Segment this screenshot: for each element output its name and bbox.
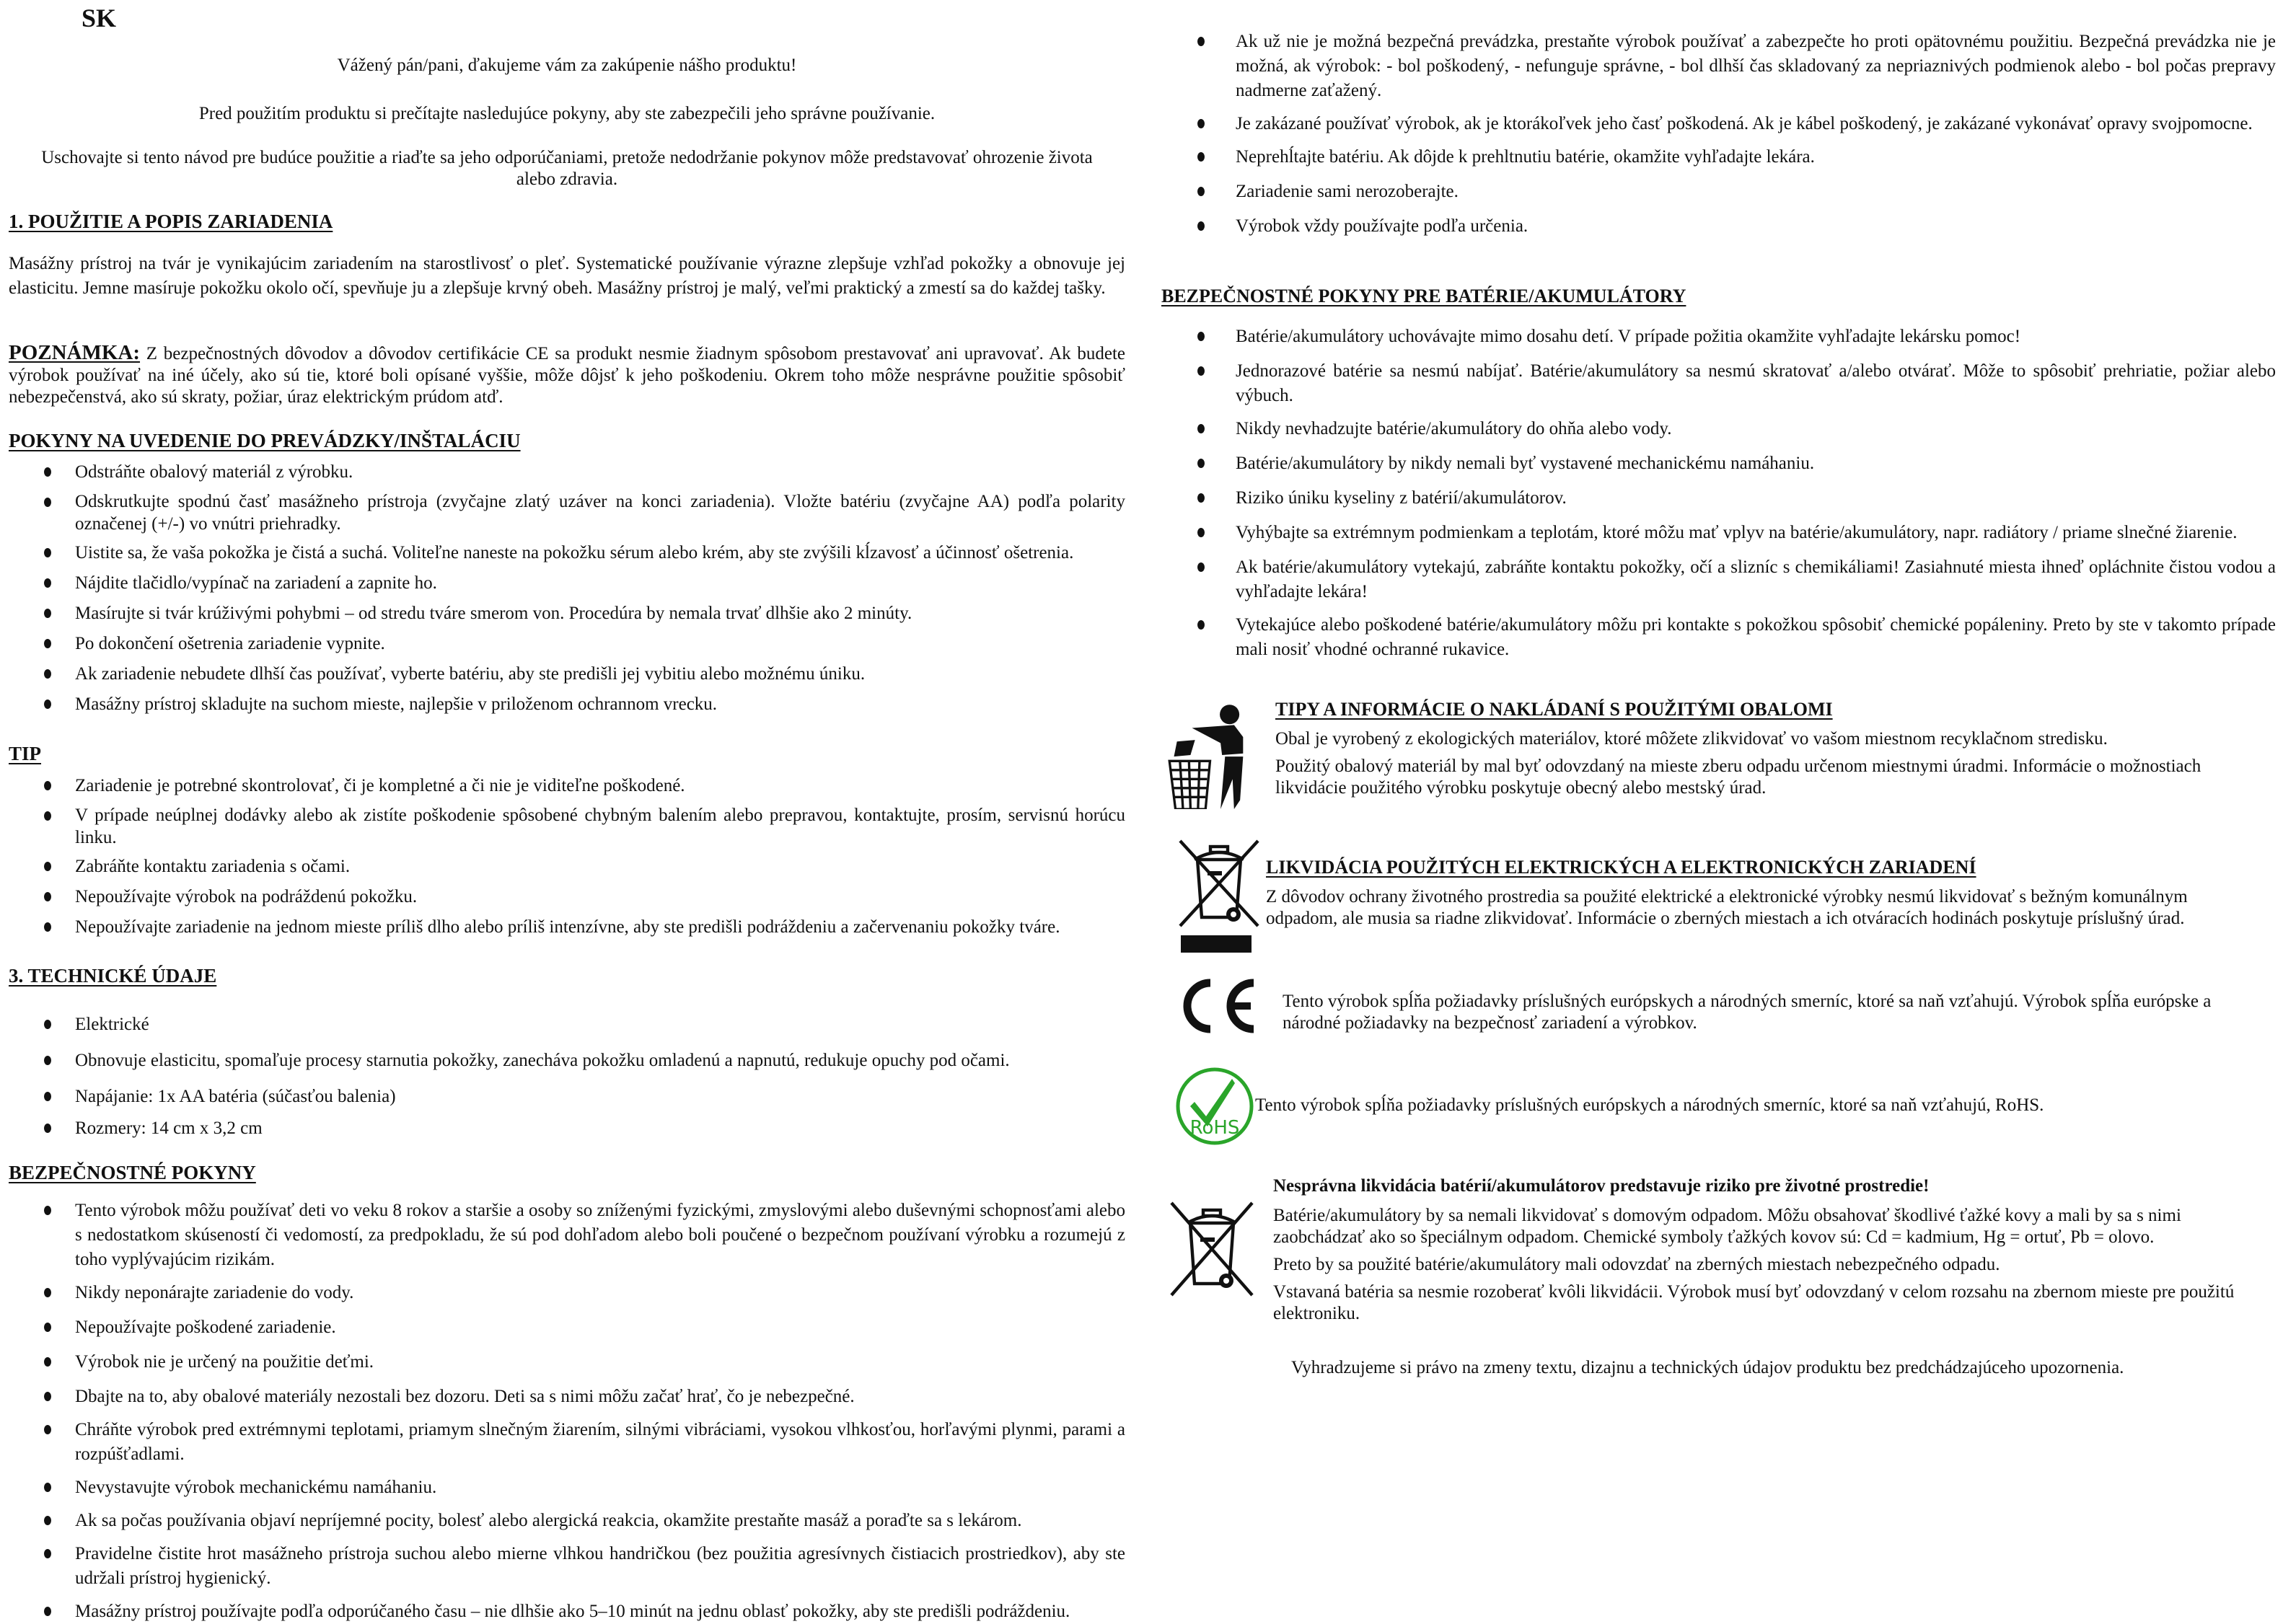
list-item: Nájdite tlačidlo/vypínač na zariadení a zapnite ho.: [0, 571, 1125, 596]
list-item: Vytekajúce alebo poškodené batérie/akumulátory môžu pri kontakte s pokožkou spôsobiť chemické popáleniny. Preto by ste v takomto prípade mali nosiť vhodné ochranné rukavice.: [1161, 613, 2276, 662]
section-title-safety: BEZPEČNOSTNÉ POKYNY: [9, 1162, 256, 1183]
weee-bar-icon: [1181, 935, 1252, 953]
note-text: Z bezpečnostných dôvodov a dôvodov certifikácie CE sa produkt nesmie žiadnym spôsobom prestavovať ani upravovať. Ak budete výrobok používať na iné účely, ako sú tie, ktoré boli opísané vyššie, môže dôjsť k jeho poškodeniu. Okrem toho môže nesprávne použitie spôsobiť nebezpečenstvá, ako sú skraty, požiar, úraz elektrickým prúdom atď.: [9, 344, 1125, 407]
safety-list-continued: [1161, 30, 2276, 239]
installation-list: [0, 460, 1125, 717]
list-item: Jednorazové batérie sa nesmú nabíjať. Batérie/akumulátory sa nesmú skratovať a/alebo otvárať. Môže to spôsobiť prehriatie, požiar alebo výbuch.: [1161, 359, 2276, 408]
list-item: Riziko úniku kyseliny z batérií/akumulátorov.: [1161, 486, 2276, 511]
list-item: Uistite sa, že vaša pokožka je čistá a suchá. Voliteľne naneste na pokožku sérum alebo krém, aby ste zvýšili kĺzavosť a účinnosť ošetrenia.: [0, 541, 1125, 565]
crossed-bin-icon: [1169, 1197, 1255, 1298]
battery-disposal-line: Vstavaná batéria sa nesmie rozoberať kvôli likvidácii. Výrobok musí byť odovzdaný v celom rozsahu na zbernom mieste pre použitú elektroniku.: [1273, 1282, 2235, 1323]
list-item: Masírujte si tvár krúživými pohybmi – od stredu tváre smerom von. Procedúra by nemala trvať dlhšie ako 2 minúty.: [0, 601, 1125, 626]
list-item: Ak zariadenie nebudete dlhší čas používať, vyberte batériu, aby ste predišli jej vybitiu alebo možnému úniku.: [0, 662, 1125, 687]
list-item: Ak už nie je možná bezpečná prevádzka, prestaňte výrobok používať a zabezpečte ho proti opätovnému použitiu. Bezpečná prevádzka nie je možná, ak výrobok: - bol poškodený, - nefunguje správne, - bol dlhší čas skladovaný za nepriaznivých podmienok alebo - bol počas prepravy nadmerne zaťažený.: [1161, 30, 2276, 103]
disclaimer: Vyhradzujeme si právo na zmeny textu, dizajnu a technických údajov produktu bez predchádzajúceho upozornenia.: [1291, 1358, 2124, 1377]
battery-disposal-line: Preto by sa použité batérie/akumulátory mali odovzdať na zberných miestach nebezpečného odpadu.: [1273, 1255, 2000, 1274]
usage-description: Masážny prístroj na tvár je vynikajúcim zariadením na starostlivosť o pleť. Systematické používanie výrazne zlepšuje vzhľad pokožky a obnovuje jej elasticitu. Jemne masíruje pokožku okolo očí, spevňuje ju a zlepšuje krvný obeh. Masážny prístroj je malý, veľmi praktický a zmestí sa do každej tašky.: [9, 254, 1125, 298]
list-item: Vyhýbajte sa extrémnym podmienkam a teplotám, ktoré môžu mať vplyv na batérie/akumulátory, napr. radiátory / priame slnečné žiarenie.: [1161, 521, 2276, 545]
list-item: Elektrické: [0, 1012, 1125, 1037]
list-item: Tento výrobok môžu používať deti vo veku 8 rokov a staršie a osoby so zníženými fyzickými, zmyslovými alebo duševnými schopnosťami alebo s nedostatkom skúseností či vedomostí, za predpokladu, že sú pod dohľadom alebo boli poučené o bezpečnom používaní výrobku a rozumejú z toho vyplývajúcim rizikám.: [0, 1199, 1125, 1272]
section-title-weee: LIKVIDÁCIA POUŽITÝCH ELEKTRICKÝCH A ELEKTRONICKÝCH ZARIADENÍ: [1266, 857, 1976, 878]
list-item: Batérie/akumulátory by nikdy nemali byť vystavené mechanickému namáhaniu.: [1161, 451, 2276, 476]
list-item: Batérie/akumulátory uchovávajte mimo dosahu detí. V prípade požitia okamžite vyhľadajte lekársku pomoc!: [1161, 325, 2276, 349]
list-item: Nikdy nevhadzujte batérie/akumulátory do ohňa alebo vody.: [1161, 417, 2276, 441]
safety-list: [0, 1199, 1125, 1624]
list-item: Nepoužívajte zariadenie na jednom mieste príliš dlho alebo príliš intenzívne, aby ste predišli podráždeniu a začervenaniu pokožky tváre.: [0, 915, 1125, 940]
note-paragraph: [9, 342, 1125, 408]
tidy-man-icon: [1165, 701, 1255, 809]
list-item: Dbajte na to, aby obalové materiály nezostali bez dozoru. Deti sa s nimi môžu začať hrať, čo je nebezpečné.: [0, 1385, 1125, 1409]
list-item: Zabráňte kontaktu zariadenia s očami.: [0, 855, 1125, 879]
intro-keep-manual: Uschovajte si tento návod pre budúce použitie a riaďte sa jeho odporúčaniami, pretože nedodržanie pokynov môže predstavovať ohrozenie života alebo zdravia.: [41, 148, 1093, 189]
list-item: Je zakázané používať výrobok, ak je ktorákoľvek jeho časť poškodená. Ak je kábel poškodený, je zakázané vykonávať opravy svojpomocne.: [1161, 112, 2276, 136]
list-item: Pravidelne čistite hrot masážneho prístroja suchou alebo mierne vlhkou handričkou (bez použitia agresívnych čistiacich prostriedkov), aby ste udržali prístroj hygienický.: [0, 1542, 1125, 1591]
crossed-bin-icon: [1176, 837, 1262, 929]
list-item: Odskrutkujte spodnú časť masážneho prístroja (zvyčajne zlatý uzáver na konci zariadenia). Vložte batériu (zvyčajne AA) podľa polarity označenej (+/-) vo vnútri priehradky.: [0, 490, 1125, 535]
packaging-line: Obal je vyrobený z ekologických materiálov, ktoré môžete zlikvidovať vo vašom miestnom recyklačnom stredisku.: [1275, 729, 2108, 749]
list-item: Nepoužívajte poškodené zariadenie.: [0, 1315, 1125, 1340]
rohs-logo-text: RoHS: [1189, 1117, 1240, 1139]
battery-safety-list: [1161, 325, 2276, 662]
list-item: Zariadenie je potrebné skontrolovať, či je kompletné a či nie je viditeľne poškodené.: [0, 774, 1125, 798]
ce-text: Tento výrobok spĺňa požiadavky príslušných európskych a národných smerníc, ktoré sa naň vzťahujú. Výrobok spĺňa európske a národné požiadavky na bezpečnosť zariadení a výrobkov.: [1283, 992, 2212, 1033]
list-item: Masážny prístroj používajte podľa odporúčaného času – nie dlhšie ako 5–10 minút na jednu oblasť pokožky, aby ste predišli podráždeniu.: [0, 1599, 1125, 1624]
list-item: Výrobok vždy používajte podľa určenia.: [1161, 214, 2276, 239]
section-title-packaging: TIPY A INFORMÁCIE O NAKLÁDANÍ S POUŽITÝMI OBALOMI: [1275, 699, 1833, 720]
list-item: Nevystavujte výrobok mechanickému namáhaniu.: [0, 1475, 1125, 1500]
section-title-installation: POKYNY NA UVEDENIE DO PREVÁDZKY/INŠTALÁCIU: [9, 430, 521, 451]
technical-list: [0, 1012, 1125, 1141]
list-item: Nikdy neponárajte zariadenie do vody.: [0, 1281, 1125, 1305]
list-item: Po dokončení ošetrenia zariadenie vypnite.: [0, 632, 1125, 656]
section-title-tip: TIP: [9, 743, 42, 764]
list-item: Ak batérie/akumulátory vytekajú, zabráňte kontaktu pokožky, očí a slizníc s chemikáliami! Zasiahnuté miesta ihneď opláchnite čistou vodou a vyhľadajte lekára!: [1161, 555, 2276, 604]
list-item: Rozmery: 14 cm x 3,2 cm: [0, 1116, 1125, 1141]
section-title-technical: 3. TECHNICKÉ ÚDAJE: [9, 965, 217, 987]
list-item: Výrobok nie je určený na použitie deťmi.: [0, 1350, 1125, 1374]
list-item: Ak sa počas používania objaví nepríjemné pocity, bolesť alebo alergická reakcia, okamžite prestaňte masáž a poraďte sa s lekárom.: [0, 1509, 1125, 1533]
note-label: POZNÁMKA:: [9, 341, 141, 364]
packaging-line: Použitý obalový materiál by mal byť odovzdaný na mieste zberu odpadu určenom miestnymi úradmi. Informácie o možnostiach likvidácie použitého výrobku poskytuje obecný alebo mestský úrad.: [1275, 756, 2201, 798]
rohs-text: Tento výrobok spĺňa požiadavky príslušných európskych a národných smerníc, ktoré sa naň vzťahujú, RoHS.: [1255, 1095, 2044, 1115]
list-item: Neprehĺtajte batériu. Ak dôjde k prehltnutiu batérie, okamžite vyhľadajte lekára.: [1161, 145, 2276, 169]
ce-mark-icon: [1176, 977, 1259, 1035]
section-title-battery-safety: BEZPEČNOSTNÉ POKYNY PRE BATÉRIE/AKUMULÁTORY: [1161, 286, 1686, 306]
list-item: V prípade neúplnej dodávky alebo ak zistíte poškodenie spôsobené chybným balením alebo prepravou, kontaktujte, prosím, servisnú horúcu linku.: [0, 804, 1125, 849]
list-item: Zariadenie sami nerozoberajte.: [1161, 180, 2276, 204]
list-item: Napájanie: 1x AA batéria (súčasťou balenia): [0, 1085, 1125, 1109]
list-item: Odstráňte obalový materiál z výrobku.: [0, 460, 1125, 485]
battery-disposal-line: Batérie/akumulátory by sa nemali likvidovať s domovým odpadom. Môžu obsahovať škodlivé ťažké kovy a mali by sa s nimi zaobchádzať ako so špeciálnym odpadom. Chemické symboly ťažkých kovov sú: Cd = kadmium, Hg = ortuť, Pb = olovo.: [1273, 1206, 2181, 1247]
rohs-icon: [1174, 1066, 1255, 1147]
list-item: Chráňte výrobok pred extrémnymi teplotami, priamym slnečným žiarením, silnými vibráciami, vysokou vlhkosťou, horľavými plynmi, parami a rozpúšťadlami.: [0, 1418, 1125, 1467]
intro-greeting: Vážený pán/pani, ďakujeme vám za zakúpenie nášho produktu!: [337, 56, 797, 75]
intro-read-instructions: Pred použitím produktu si prečítajte nasledujúce pokyny, aby ste zabezpečili jeho správne používanie.: [198, 104, 936, 123]
battery-disposal-title: Nesprávna likvidácia batérií/akumulátorov predstavuje riziko pre životné prostredie!: [1273, 1176, 1930, 1196]
list-item: Nepoužívajte výrobok na podráždenú pokožku.: [0, 885, 1125, 909]
language-code: SK: [82, 4, 117, 32]
list-item: Obnovuje elasticitu, spomaľuje procesy starnutia pokožky, zanecháva pokožku omladenú a napnutú, redukuje opuchy pod očami.: [0, 1049, 1125, 1073]
section-title-usage: 1. POUŽITIE A POPIS ZARIADENIA: [9, 211, 333, 232]
list-item: Masážny prístroj skladujte na suchom mieste, najlepšie v priloženom ochrannom vrecku.: [0, 692, 1125, 717]
tip-list: [0, 774, 1125, 940]
weee-text: Z dôvodov ochrany životného prostredia sa použité elektrické a elektronické výrobky nesmú likvidovať s bežným komunálnym odpadom, ale musia sa riadne zlikvidovať. Informácie o zberných miestach a ich otváracích hodinách poskytuje príslušný úrad.: [1266, 887, 2188, 928]
